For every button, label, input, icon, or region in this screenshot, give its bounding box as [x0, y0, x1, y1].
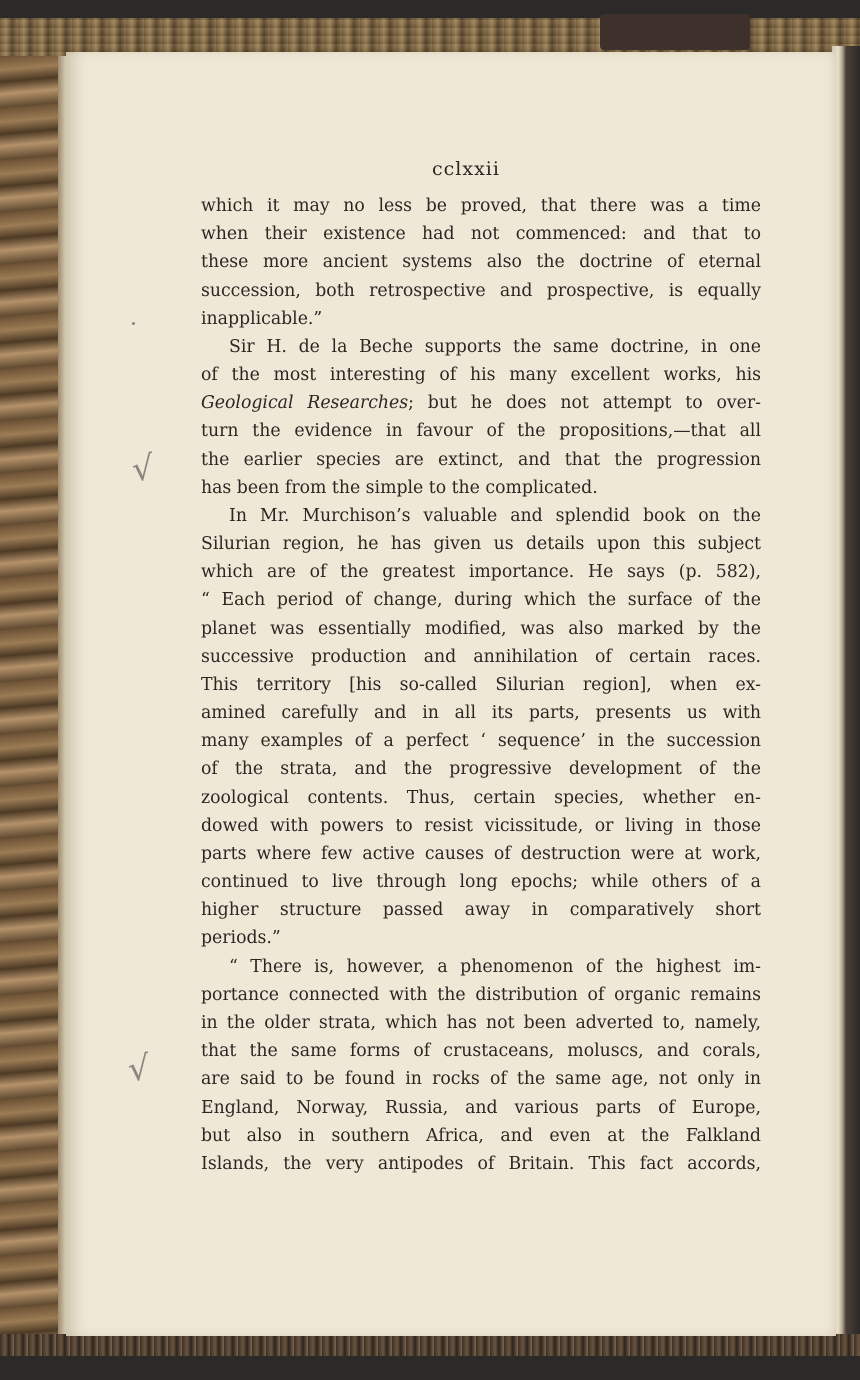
- text-line: portance connected with the distribution of organic remains: [201, 984, 761, 1005]
- text-line: the earlier species are extinct, and that the progression: [201, 449, 761, 470]
- text-line: continued to live through long epochs; while others of a: [201, 872, 761, 893]
- text-line: that the same forms of crustaceans, moluscs, and corals,: [201, 1041, 761, 1062]
- paragraph: [201, 333, 761, 502]
- text-line-italic-title: [201, 389, 761, 417]
- text-line: of the most interesting of his many excellent works, his: [201, 365, 761, 386]
- text-line: of the strata, and the progressive development of the: [201, 759, 761, 780]
- text-line: parts where few active causes of destruction were at work,: [201, 843, 761, 864]
- text-line: when their existence had not commenced: and that to: [201, 224, 761, 245]
- text-line: Islands, the very antipodes of Britain. This fact accords,: [201, 1153, 761, 1174]
- text-line: has been from the simple to the complicated.: [201, 477, 598, 498]
- text-line: dowed with powers to resist vicissitude, or living in those: [201, 815, 761, 836]
- text-line: amined carefully and in all its parts, presents us with: [201, 703, 761, 724]
- text-line-rest: ; but he does not attempt to over-: [408, 393, 761, 414]
- text-line: but also in southern Africa, and even at the Falkland: [201, 1125, 761, 1146]
- page-stack-edge: [832, 46, 860, 1346]
- text-line: succession, both retrospective and prospective, is equally: [201, 280, 761, 301]
- book-page: [66, 52, 836, 1336]
- text-line: which it may no less be proved, that there was a time: [201, 196, 761, 216]
- text-line: in the older strata, which has not been adverted to, namely,: [201, 1012, 761, 1033]
- text-line: Silurian region, he has given us details upon this subject: [201, 534, 761, 555]
- paragraph: [201, 192, 761, 333]
- pencil-dot-mark: [132, 322, 135, 325]
- text-line: “ Each period of change, during which the surface of the: [201, 590, 761, 611]
- page-number-heading: cclxxii: [432, 158, 500, 180]
- text-line: which are of the greatest importance. He says (p. 582),: [201, 562, 761, 583]
- text-line: inapplicable.”: [201, 308, 323, 329]
- text-line: “ There is, however, a phenomenon of the highest im-: [229, 956, 761, 977]
- paragraph: [201, 953, 761, 1178]
- text-line: many examples of a perfect ‘ sequence’ in the succession: [201, 731, 761, 752]
- text-line: England, Norway, Russia, and various parts of Europe,: [201, 1097, 761, 1118]
- pencil-check-icon: √: [125, 1047, 152, 1091]
- paragraph: [201, 502, 761, 953]
- text-line: Sir H. de la Beche supports the same doctrine, in one: [229, 336, 761, 357]
- text-line: are said to be found in rocks of the same age, not only in: [201, 1069, 761, 1090]
- text-line: higher structure passed away in comparatively short: [201, 900, 761, 921]
- text-line: In Mr. Murchison’s valuable and splendid book on the: [229, 505, 761, 526]
- text-line: planet was essentially modified, was also marked by the: [201, 618, 761, 639]
- text-line: turn the evidence in favour of the propositions,—that all: [201, 421, 761, 442]
- text-line: these more ancient systems also the doctrine of eternal: [201, 252, 761, 273]
- text-line: successive production and annihilation of certain races.: [201, 646, 761, 667]
- book-bottom-binding: [0, 1334, 860, 1356]
- text-line: zoological contents. Thus, certain species, whether en-: [201, 787, 761, 808]
- pencil-check-icon: √: [129, 447, 156, 491]
- page-body-text: [201, 192, 761, 1178]
- book-top-shadow: [600, 14, 750, 50]
- marbled-page-edge: [0, 56, 58, 1341]
- text-line: This territory [his so-called Silurian region], when ex-: [201, 674, 761, 695]
- book-title-italic: Geological Researches: [201, 393, 409, 414]
- text-line: periods.”: [201, 928, 281, 949]
